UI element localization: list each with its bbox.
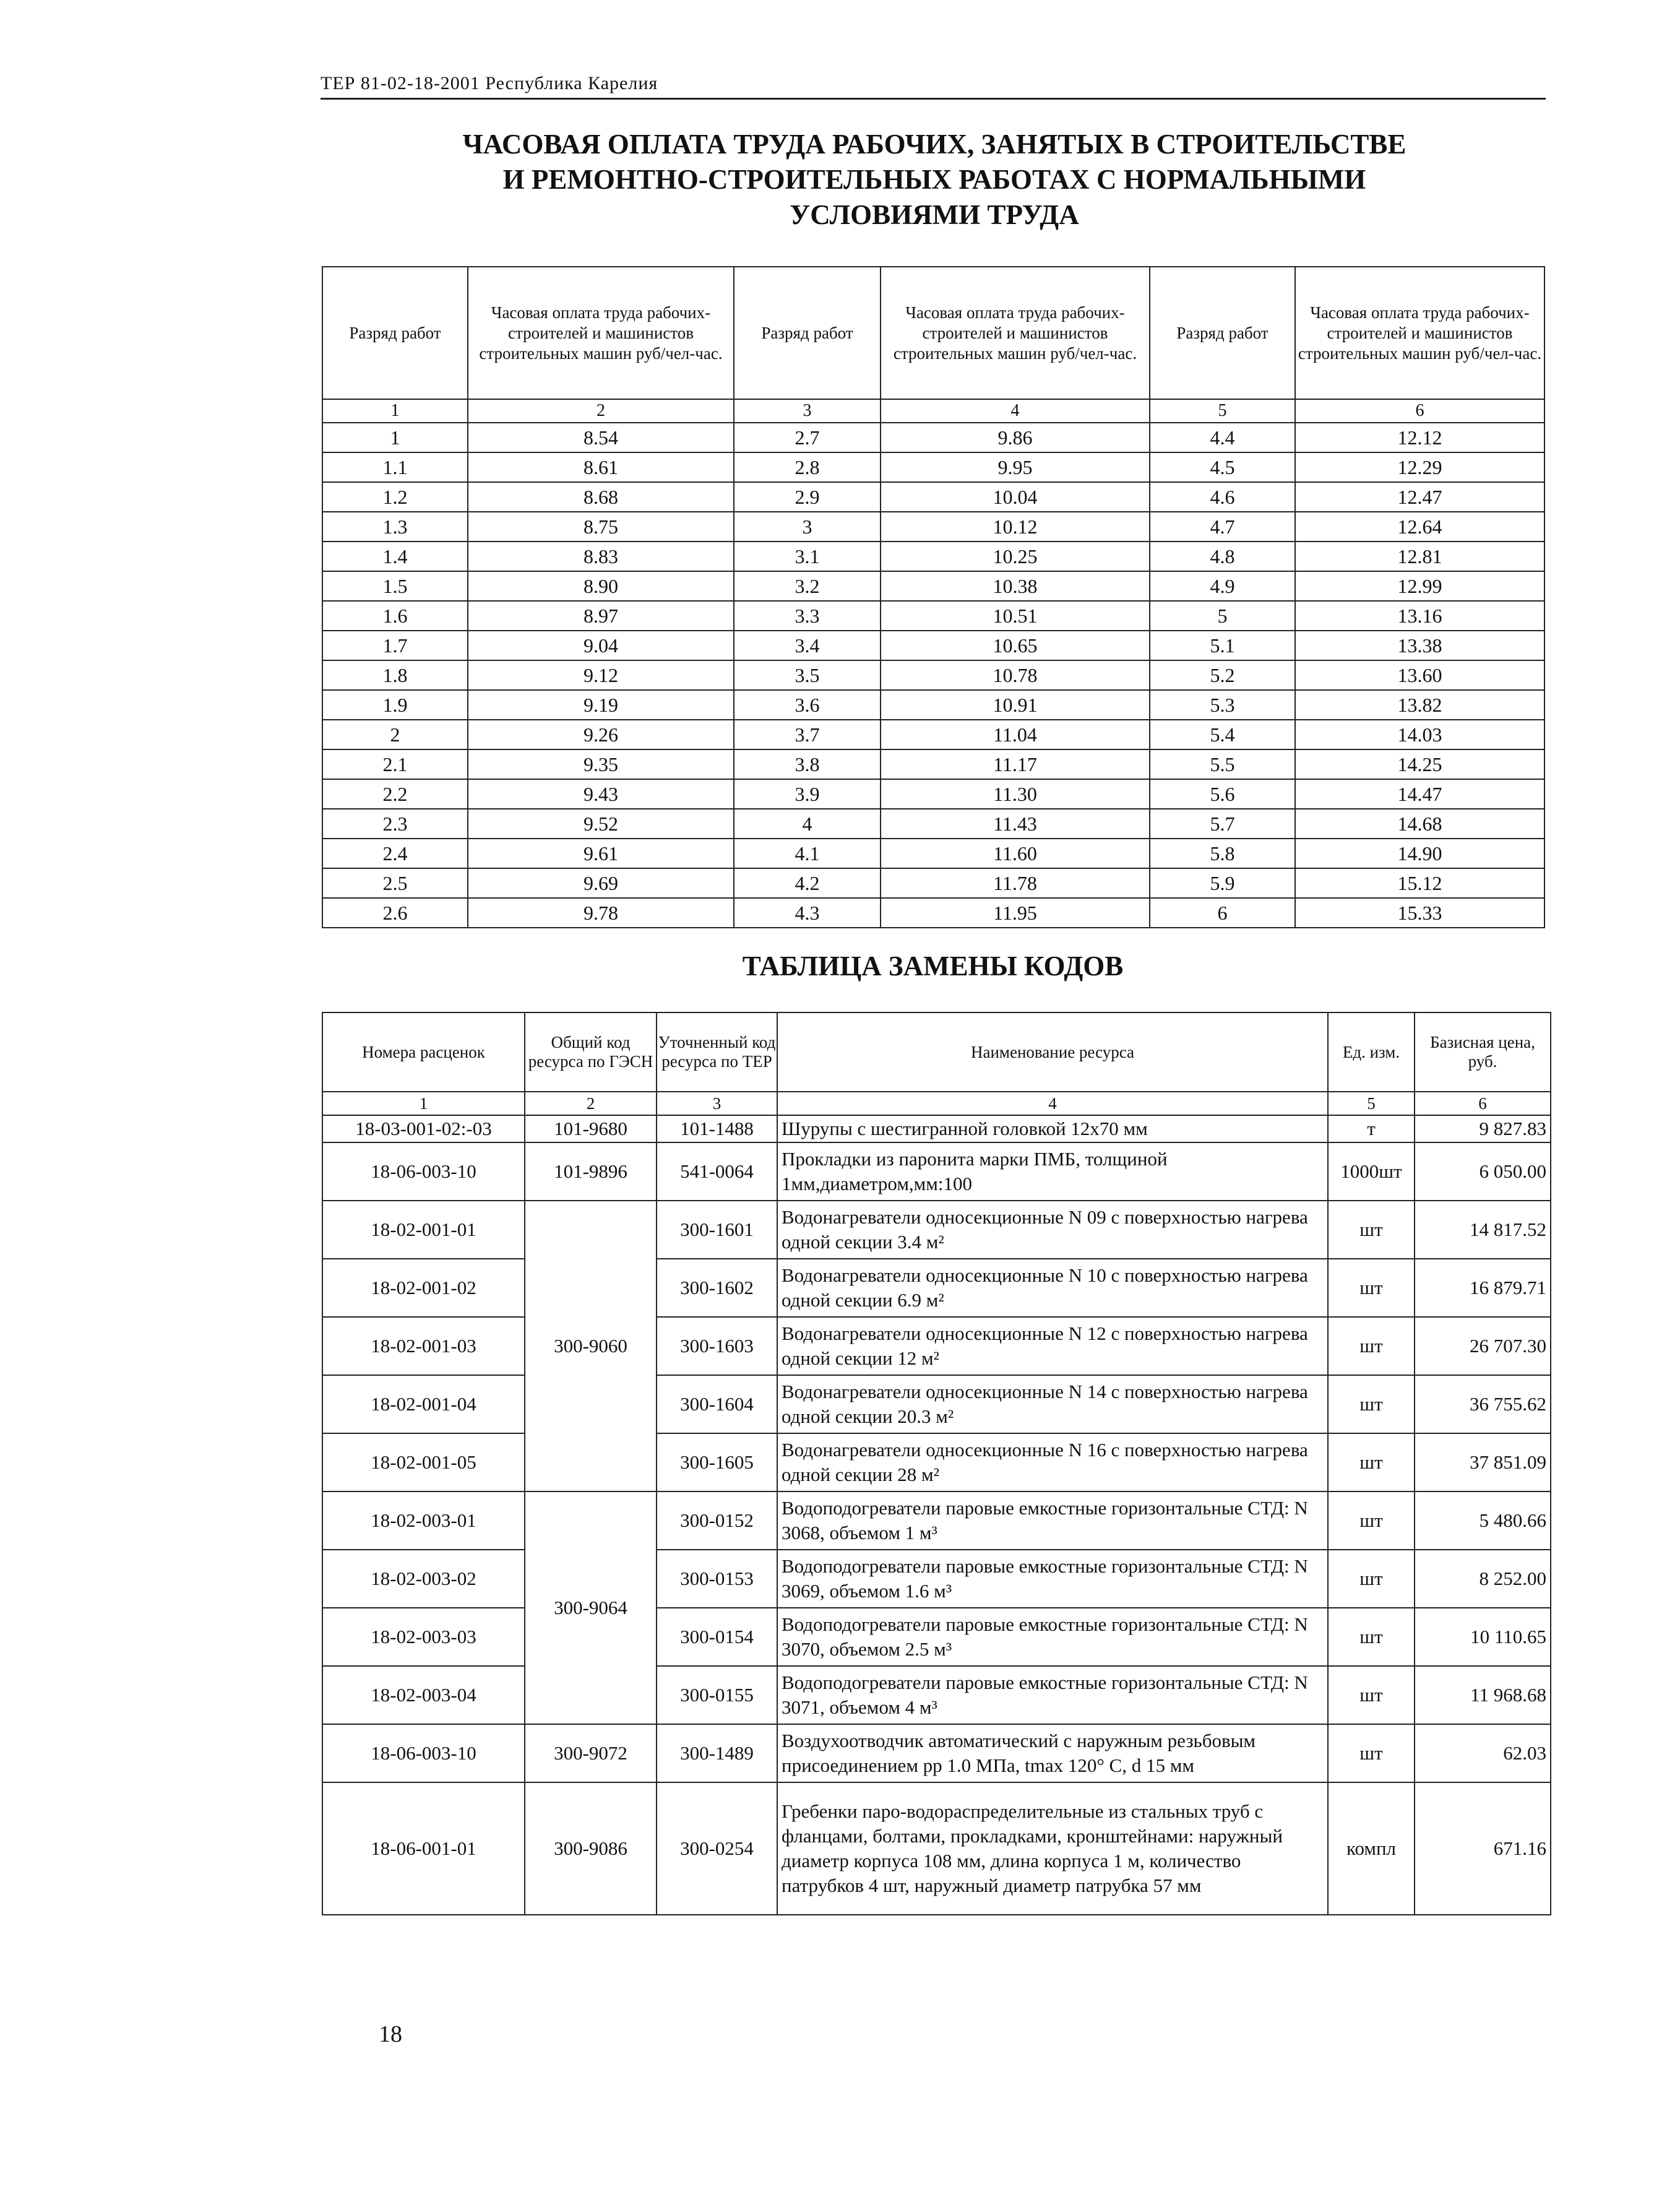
table-row	[322, 1259, 1551, 1317]
column-number-cell: 6	[1415, 1092, 1551, 1115]
unit-cell: шт	[1328, 1491, 1415, 1550]
table-cell: 5.4	[1150, 720, 1295, 749]
table-cell: 3.3	[734, 601, 881, 631]
resource-name-cell: Водонагреватели односекционные N 16 с поверхностью нагрева одной секции 28 м²	[777, 1433, 1328, 1491]
table-cell: 12.81	[1295, 542, 1544, 571]
table-cell: 3.5	[734, 660, 881, 690]
table-cell: 4	[734, 809, 881, 839]
table-cell: 9.86	[881, 423, 1150, 452]
table-cell: 4.7	[1150, 512, 1295, 542]
header-divider	[321, 98, 1546, 100]
price-cell: 6 050.00	[1415, 1142, 1551, 1201]
table-cell: 8.90	[468, 571, 734, 601]
table-cell: 9.61	[468, 839, 734, 868]
table-row	[322, 512, 1544, 542]
rate-number-cell: 18-02-003-02	[322, 1550, 525, 1608]
page-title: ЧАСОВАЯ ОПЛАТА ТРУДА РАБОЧИХ, ЗАНЯТЫХ В СТРОИТЕЛЬСТВЕ И РЕМОНТНО-СТРОИТЕЛЬНЫХ РАБОТАХ С НОРМАЛЬНЫМИ УСЛОВИЯМИ ТРУДА	[462, 129, 1406, 230]
column-number-cell: 6	[1295, 399, 1544, 423]
table-cell: 14.68	[1295, 809, 1544, 839]
rate-number-cell: 18-02-003-04	[322, 1666, 525, 1724]
header-cell: Наименование ресурса	[777, 1012, 1328, 1092]
table-cell: 3	[734, 512, 881, 542]
table-cell: 2.9	[734, 482, 881, 512]
table-row	[322, 571, 1544, 601]
table-cell: 10.78	[881, 660, 1150, 690]
table-cell: 10.38	[881, 571, 1150, 601]
table-cell: 14.03	[1295, 720, 1544, 749]
rate-number-cell: 18-02-003-03	[322, 1608, 525, 1666]
table-cell: 2.6	[322, 898, 468, 928]
table-cell: 11.60	[881, 839, 1150, 868]
resource-code-cell: 300-1489	[657, 1724, 777, 1782]
table-cell: 3.2	[734, 571, 881, 601]
resource-code-cell: 300-0153	[657, 1550, 777, 1608]
rate-number-cell: 18-03-001-02:-03	[322, 1115, 525, 1142]
resource-name-cell: Водоподогреватели паровые емкостные горизонтальные СТД: N 3070, объемом 2.5 м³	[777, 1608, 1328, 1666]
table-cell: 1.6	[322, 601, 468, 631]
unit-cell: шт	[1328, 1433, 1415, 1491]
table-row	[322, 779, 1544, 809]
table-row	[322, 868, 1544, 898]
table-cell: 4.5	[1150, 452, 1295, 482]
table-cell: 9.69	[468, 868, 734, 898]
resource-code-cell: 300-0154	[657, 1608, 777, 1666]
table-row	[322, 1666, 1551, 1724]
header-cell: Часовая оплата труда рабочих-строителей и машинистов строительных машин руб/чел-час.	[1295, 267, 1544, 399]
resource-code-cell: 300-1604	[657, 1375, 777, 1433]
rate-number-cell: 18-02-001-04	[322, 1375, 525, 1433]
table-cell: 1.3	[322, 512, 468, 542]
column-number-cell: 3	[734, 399, 881, 423]
table-cell: 12.99	[1295, 571, 1544, 601]
table-cell: 1.2	[322, 482, 468, 512]
table-cell: 2.1	[322, 749, 468, 779]
codes-table	[322, 1012, 1551, 1915]
table-cell: 1.9	[322, 690, 468, 720]
header-cell: Часовая оплата труда рабочих-строителей и машинистов строительных машин руб/чел-час.	[468, 267, 734, 399]
table-cell: 3.7	[734, 720, 881, 749]
rate-number-cell: 18-06-003-10	[322, 1724, 525, 1782]
table-row	[322, 660, 1544, 690]
unit-cell: шт	[1328, 1259, 1415, 1317]
table-cell: 4.4	[1150, 423, 1295, 452]
resource-name-cell: Водонагреватели односекционные N 12 с поверхностью нагрева одной секции 12 м²	[777, 1317, 1328, 1375]
table-cell: 5.1	[1150, 631, 1295, 660]
general-code-cell: 300-9064	[525, 1491, 657, 1724]
table-cell: 9.95	[881, 452, 1150, 482]
resource-name-cell: Водонагреватели односекционные N 14 с поверхностью нагрева одной секции 20.3 м²	[777, 1375, 1328, 1433]
table-cell: 8.54	[468, 423, 734, 452]
resource-name-cell: Водонагреватели односекционные N 09 с поверхностью нагрева одной секции 3.4 м²	[777, 1201, 1328, 1259]
resource-code-cell: 300-0254	[657, 1782, 777, 1915]
table-cell: 6	[1150, 898, 1295, 928]
table-cell: 3.8	[734, 749, 881, 779]
general-code-cell: 101-9680	[525, 1115, 657, 1142]
table-cell: 2.5	[322, 868, 468, 898]
table-cell: 1	[322, 423, 468, 452]
header-cell: Ед. изм.	[1328, 1012, 1415, 1092]
table-cell: 5.5	[1150, 749, 1295, 779]
general-code-cell: 300-9072	[525, 1724, 657, 1782]
table-row	[322, 1782, 1551, 1915]
table-cell: 10.04	[881, 482, 1150, 512]
table-cell: 9.52	[468, 809, 734, 839]
price-cell: 10 110.65	[1415, 1608, 1551, 1666]
table-cell: 11.17	[881, 749, 1150, 779]
table-row	[322, 1724, 1551, 1782]
table-row	[322, 1201, 1551, 1259]
rate-number-cell: 18-06-003-10	[322, 1142, 525, 1201]
table-cell: 2.7	[734, 423, 881, 452]
table-row	[322, 809, 1544, 839]
column-number-cell: 2	[525, 1092, 657, 1115]
unit-cell: шт	[1328, 1550, 1415, 1608]
table-cell: 10.25	[881, 542, 1150, 571]
table-cell: 11.30	[881, 779, 1150, 809]
table-cell: 4.9	[1150, 571, 1295, 601]
column-number-cell: 4	[777, 1092, 1328, 1115]
table-row	[322, 749, 1544, 779]
table-cell: 2	[322, 720, 468, 749]
column-number-cell: 2	[468, 399, 734, 423]
resource-name-cell: Гребенки паро-водораспределительные из стальных труб с фланцами, болтами, прокладками, кронштейнами: наружный диаметр корпуса 108 мм, длина корпуса 1 м, количество патрубков 4 шт, наружный диаметр патрубка 57 мм	[777, 1782, 1328, 1915]
table-cell: 8.83	[468, 542, 734, 571]
table-row	[322, 1433, 1551, 1491]
price-cell: 671.16	[1415, 1782, 1551, 1915]
wage-table	[322, 266, 1545, 928]
table-cell: 5.7	[1150, 809, 1295, 839]
resource-name-cell: Прокладки из паронита марки ПМБ, толщиной 1мм,диаметром,мм:100	[777, 1142, 1328, 1201]
table-cell: 1.1	[322, 452, 468, 482]
column-number-cell: 1	[322, 1092, 525, 1115]
table-cell: 4.6	[1150, 482, 1295, 512]
rate-number-cell: 18-02-001-02	[322, 1259, 525, 1317]
table-row	[322, 631, 1544, 660]
table-cell: 11.43	[881, 809, 1150, 839]
column-number-cell: 1	[322, 399, 468, 423]
unit-cell: шт	[1328, 1608, 1415, 1666]
table-cell: 10.91	[881, 690, 1150, 720]
column-number-row	[322, 399, 1544, 423]
table-cell: 12.64	[1295, 512, 1544, 542]
resource-code-cell: 101-1488	[657, 1115, 777, 1142]
rate-number-cell: 18-02-001-05	[322, 1433, 525, 1491]
price-cell: 5 480.66	[1415, 1491, 1551, 1550]
table-row	[322, 1375, 1551, 1433]
column-number-cell: 3	[657, 1092, 777, 1115]
header-cell: Уточненный код ресурса по ТЕР	[657, 1012, 777, 1092]
unit-cell: шт	[1328, 1375, 1415, 1433]
table-cell: 3.6	[734, 690, 881, 720]
resource-code-cell: 300-1603	[657, 1317, 777, 1375]
table-cell: 12.29	[1295, 452, 1544, 482]
table-cell: 2.8	[734, 452, 881, 482]
table-row	[322, 839, 1544, 868]
table-cell: 15.33	[1295, 898, 1544, 928]
unit-cell: шт	[1328, 1724, 1415, 1782]
header-cell: Номера расценок	[322, 1012, 525, 1092]
rate-number-cell: 18-06-001-01	[322, 1782, 525, 1915]
price-cell: 11 968.68	[1415, 1666, 1551, 1724]
header-cell: Часовая оплата труда рабочих-строителей и машинистов строительных машин руб/чел-час.	[881, 267, 1150, 399]
table-cell: 11.04	[881, 720, 1150, 749]
table-cell: 8.97	[468, 601, 734, 631]
general-code-cell: 101-9896	[525, 1142, 657, 1201]
price-cell: 62.03	[1415, 1724, 1551, 1782]
table-cell: 1.5	[322, 571, 468, 601]
rate-number-cell: 18-02-003-01	[322, 1491, 525, 1550]
table-row	[322, 1550, 1551, 1608]
table-cell: 14.25	[1295, 749, 1544, 779]
unit-cell: шт	[1328, 1317, 1415, 1375]
resource-name-cell: Воздухоотводчик автоматический с наружным резьбовым присоединением pp 1.0 МПа, tmax 120° С, d 15 мм	[777, 1724, 1328, 1782]
table-cell: 14.47	[1295, 779, 1544, 809]
table-row	[322, 898, 1544, 928]
table-cell: 4.2	[734, 868, 881, 898]
table-cell: 8.61	[468, 452, 734, 482]
column-number-cell: 4	[881, 399, 1150, 423]
table-cell: 2.4	[322, 839, 468, 868]
unit-cell: шт	[1328, 1666, 1415, 1724]
price-cell: 9 827.83	[1415, 1115, 1551, 1142]
resource-code-cell: 300-1601	[657, 1201, 777, 1259]
column-number-row	[322, 1092, 1551, 1115]
table-cell: 8.68	[468, 482, 734, 512]
header-cell: Общий код ресурса по ГЭСН	[525, 1012, 657, 1092]
general-code-cell: 300-9060	[525, 1201, 657, 1491]
table-cell: 5.8	[1150, 839, 1295, 868]
table-cell: 5.9	[1150, 868, 1295, 898]
resource-code-cell: 300-0155	[657, 1666, 777, 1724]
table-cell: 4.3	[734, 898, 881, 928]
table-row	[322, 1317, 1551, 1375]
table-cell: 5.3	[1150, 690, 1295, 720]
table-cell: 10.51	[881, 601, 1150, 631]
table-cell: 10.65	[881, 631, 1150, 660]
resource-code-cell: 300-1605	[657, 1433, 777, 1491]
table-cell: 2.3	[322, 809, 468, 839]
resource-code-cell: 541-0064	[657, 1142, 777, 1201]
table-cell: 12.47	[1295, 482, 1544, 512]
resource-name-cell: Шурупы с шестигранной головкой 12х70 мм	[777, 1115, 1328, 1142]
document-header: ТЕР 81-02-18-2001 Республика Карелия	[321, 73, 658, 93]
unit-cell: шт	[1328, 1201, 1415, 1259]
table-cell: 3.1	[734, 542, 881, 571]
rate-number-cell: 18-02-001-03	[322, 1317, 525, 1375]
header-cell: Базисная цена, руб.	[1415, 1012, 1551, 1092]
table-cell: 14.90	[1295, 839, 1544, 868]
table-cell: 15.12	[1295, 868, 1544, 898]
table-cell: 13.60	[1295, 660, 1544, 690]
page-number: 18	[379, 2021, 402, 2047]
table-row	[322, 482, 1544, 512]
table-cell: 13.16	[1295, 601, 1544, 631]
table-cell: 9.19	[468, 690, 734, 720]
table-cell: 1.7	[322, 631, 468, 660]
table-cell: 9.43	[468, 779, 734, 809]
table-cell: 3.9	[734, 779, 881, 809]
table-cell: 9.78	[468, 898, 734, 928]
table-row	[322, 690, 1544, 720]
table-row	[322, 452, 1544, 482]
header-cell: Разряд работ	[1150, 267, 1295, 399]
price-cell: 8 252.00	[1415, 1550, 1551, 1608]
price-cell: 37 851.09	[1415, 1433, 1551, 1491]
table-cell: 11.95	[881, 898, 1150, 928]
table-row	[322, 1608, 1551, 1666]
resource-name-cell: Водоподогреватели паровые емкостные горизонтальные СТД: N 3071, объемом 4 м³	[777, 1666, 1328, 1724]
table-cell: 9.35	[468, 749, 734, 779]
table-cell: 3.4	[734, 631, 881, 660]
price-cell: 14 817.52	[1415, 1201, 1551, 1259]
resource-name-cell: Водоподогреватели паровые емкостные горизонтальные СТД: N 3069, объемом 1.6 м³	[777, 1550, 1328, 1608]
resource-name-cell: Водонагреватели односекционные N 10 с поверхностью нагрева одной секции 6.9 м²	[777, 1259, 1328, 1317]
resource-name-cell: Водоподогреватели паровые емкостные горизонтальные СТД: N 3068, объемом 1 м³	[777, 1491, 1328, 1550]
resource-code-cell: 300-1602	[657, 1259, 777, 1317]
unit-cell: т	[1328, 1115, 1415, 1142]
table-cell: 5.2	[1150, 660, 1295, 690]
table-row	[322, 1491, 1551, 1550]
unit-cell: 1000шт	[1328, 1142, 1415, 1201]
table-row	[322, 423, 1544, 452]
table-cell: 9.04	[468, 631, 734, 660]
table-cell: 9.26	[468, 720, 734, 749]
price-cell: 16 879.71	[1415, 1259, 1551, 1317]
table-cell: 13.38	[1295, 631, 1544, 660]
column-number-cell: 5	[1150, 399, 1295, 423]
resource-code-cell: 300-0152	[657, 1491, 777, 1550]
column-number-cell: 5	[1328, 1092, 1415, 1115]
header-cell: Разряд работ	[322, 267, 468, 399]
unit-cell: компл	[1328, 1782, 1415, 1915]
table-cell: 4.1	[734, 839, 881, 868]
general-code-cell: 300-9086	[525, 1782, 657, 1915]
table-cell: 12.12	[1295, 423, 1544, 452]
table-cell: 4.8	[1150, 542, 1295, 571]
price-cell: 36 755.62	[1415, 1375, 1551, 1433]
table-cell: 1.4	[322, 542, 468, 571]
codes-table-title: ТАБЛИЦА ЗАМЕНЫ КОДОВ	[742, 951, 1124, 982]
header-cell: Разряд работ	[734, 267, 881, 399]
rate-number-cell: 18-02-001-01	[322, 1201, 525, 1259]
table-cell: 8.75	[468, 512, 734, 542]
table-cell: 10.12	[881, 512, 1150, 542]
table-row	[322, 542, 1544, 571]
table-row	[322, 1115, 1551, 1142]
codes-table-header	[322, 1012, 1551, 1092]
table-row	[322, 601, 1544, 631]
table-row	[322, 1142, 1551, 1201]
table-cell: 1.8	[322, 660, 468, 690]
table-cell: 2.2	[322, 779, 468, 809]
table-cell: 5.6	[1150, 779, 1295, 809]
table-cell: 13.82	[1295, 690, 1544, 720]
price-cell: 26 707.30	[1415, 1317, 1551, 1375]
table-cell: 9.12	[468, 660, 734, 690]
wage-table-header	[322, 267, 1544, 399]
table-cell: 11.78	[881, 868, 1150, 898]
table-row	[322, 720, 1544, 749]
table-cell: 5	[1150, 601, 1295, 631]
